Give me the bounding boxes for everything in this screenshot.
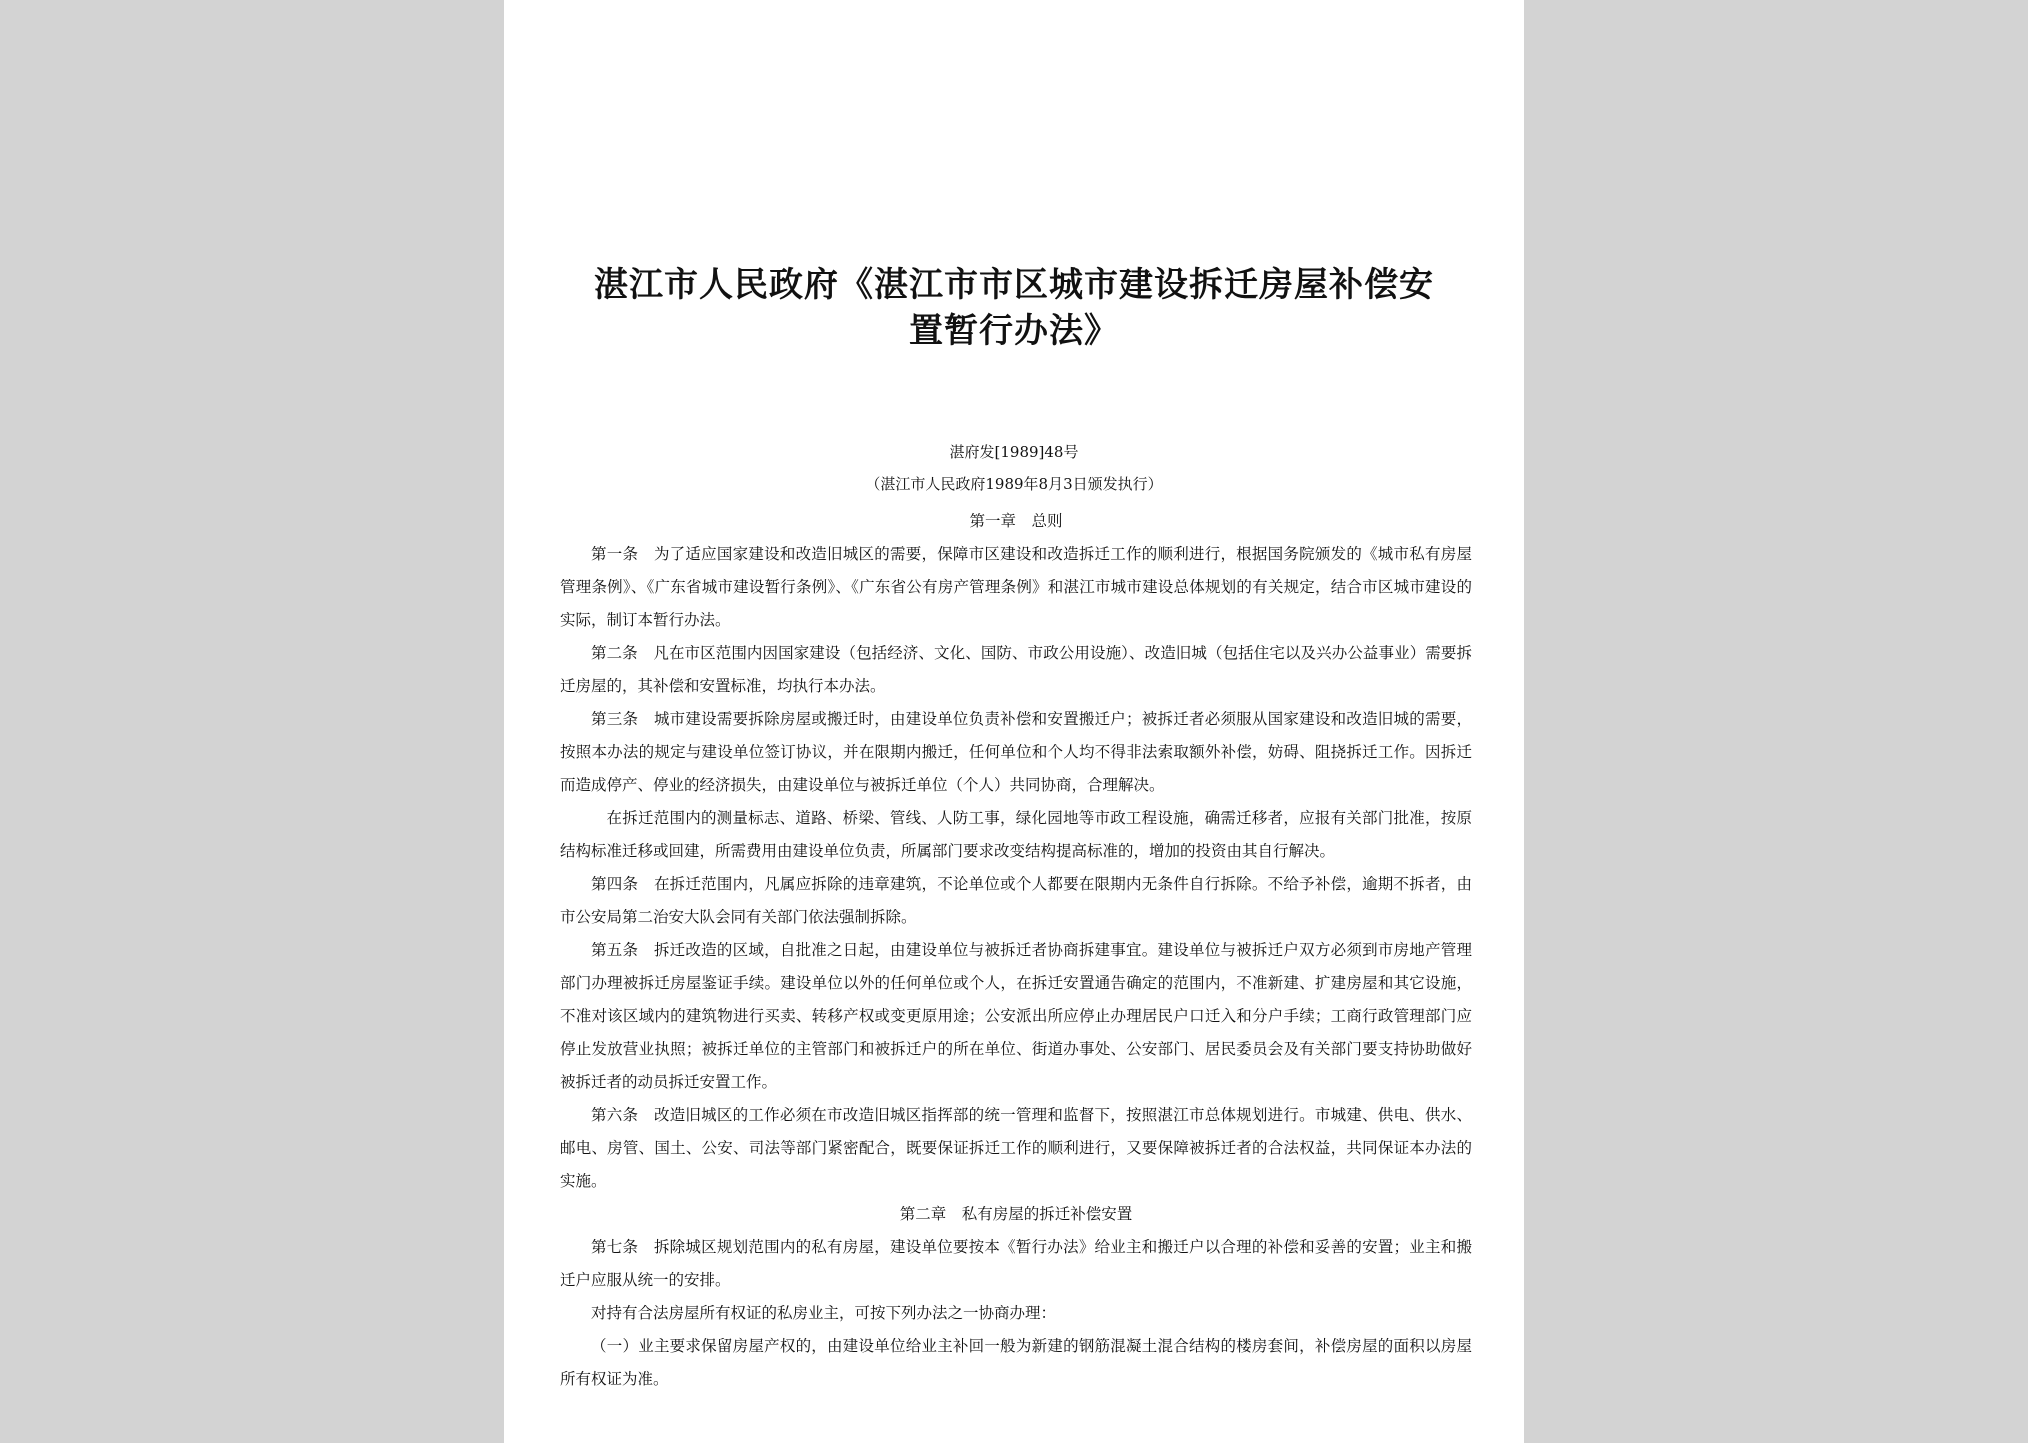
document-title xyxy=(564,262,1464,354)
chapter-heading-2: 第二章 私有房屋的拆迁补偿安置 xyxy=(899,1205,1133,1223)
title-line-2: 置暂行办法》 xyxy=(909,311,1119,351)
document-page xyxy=(504,0,1524,1443)
article-4: 第四条 在拆迁范围内，凡属应拆除的违章建筑，不论单位或个人都要在限期内无条件自行拆除。不给予补偿，逾期不拆者，由市公安局第二治安大队会同有关部门依法强制拆除。 xyxy=(560,875,1472,926)
title-line-1: 湛江市人民政府《湛江市市区城市建设拆迁房屋补偿安 xyxy=(594,265,1434,305)
article-7: 第七条 拆除城区规划范围内的私有房屋，建设单位要按本《暂行办法》给业主和搬迁户以合理的补偿和妥善的安置；业主和搬迁户应服从统一的安排。 xyxy=(560,1238,1472,1289)
issued-note: （湛江市人民政府1989年8月3日颁发执行） xyxy=(865,475,1163,493)
document-number: 湛府发[1989]48号 xyxy=(949,443,1079,461)
article-2: 第二条 凡在市区范围内因国家建设（包括经济、文化、国防、市政公用设施）、改造旧城（包括住宅以及兴办公益事业）需要拆迁房屋的，其补偿和安置标准，均执行本办法。 xyxy=(560,644,1472,695)
article-1: 第一条 为了适应国家建设和改造旧城区的需要，保障市区建设和改造拆迁工作的顺利进行，根据国务院颁发的《城市私有房屋管理条例》、《广东省城市建设暂行条例》、《广东省公有房产管理条例》和湛江市城市建设总体规划的有关规定，结合市区城市建设的实际，制订本暂行办法。 xyxy=(560,545,1472,629)
article-6: 第六条 改造旧城区的工作必须在市改造旧城区指挥部的统一管理和监督下，按照湛江市总体规划进行。市城建、供电、供水、邮电、房管、国土、公安、司法等部门紧密配合，既要保证拆迁工作的顺利进行，又要保障被拆迁者的合法权益，共同保证本办法的实施。 xyxy=(560,1106,1472,1190)
article-3: 第三条 城市建设需要拆除房屋或搬迁时，由建设单位负责补偿和安置搬迁户；被拆迁者必须服从国家建设和改造旧城的需要，按照本办法的规定与建设单位签订协议，并在限期内搬迁，任何单位和个人均不得非法索取额外补偿，妨碍、阻挠拆迁工作。因拆迁而造成停产、停业的经济损失，由建设单位与被拆迁单位（个人）共同协商，合理解决。 xyxy=(560,710,1472,794)
article-5: 第五条 拆迁改造的区域，自批准之日起，由建设单位与被拆迁者协商拆建事宜。建设单位与被拆迁户双方必须到市房地产管理部门办理被拆迁房屋鉴证手续。建设单位以外的任何单位或个人，在拆迁安置通告确定的范围内，不准新建、扩建房屋和其它设施，不准对该区域内的建筑物进行买卖、转移产权或变更原用途；公安派出所应停止办理居民户口迁入和分户手续；工商行政管理部门应停止发放营业执照；被拆迁单位的主管部门和被拆迁户的所在单位、街道办事处、公安部门、居民委员会及有关部门要支持协助做好被拆迁者的动员拆迁安置工作。 xyxy=(560,941,1472,1091)
document-body xyxy=(560,505,1472,1396)
chapter-heading-1: 第一章 总则 xyxy=(969,512,1063,530)
article-7-paragraph-2: 对持有合法房屋所有权证的私房业主，可按下列办法之一协商办理： xyxy=(591,1304,1057,1322)
article-7-item-1: （一）业主要求保留房屋产权的，由建设单位给业主补回一般为新建的钢筋混凝土混合结构的楼房套间，补偿房屋的面积以房屋所有权证为准。 xyxy=(560,1337,1472,1388)
article-3-paragraph-2: 在拆迁范围内的测量标志、道路、桥梁、管线、人防工事，绿化园地等市政工程设施，确需迁移者，应报有关部门批准，按原结构标准迁移或回建，所需费用由建设单位负责，所属部门要求改变结构提高标准的，增加的投资由其自行解决。 xyxy=(560,809,1472,860)
